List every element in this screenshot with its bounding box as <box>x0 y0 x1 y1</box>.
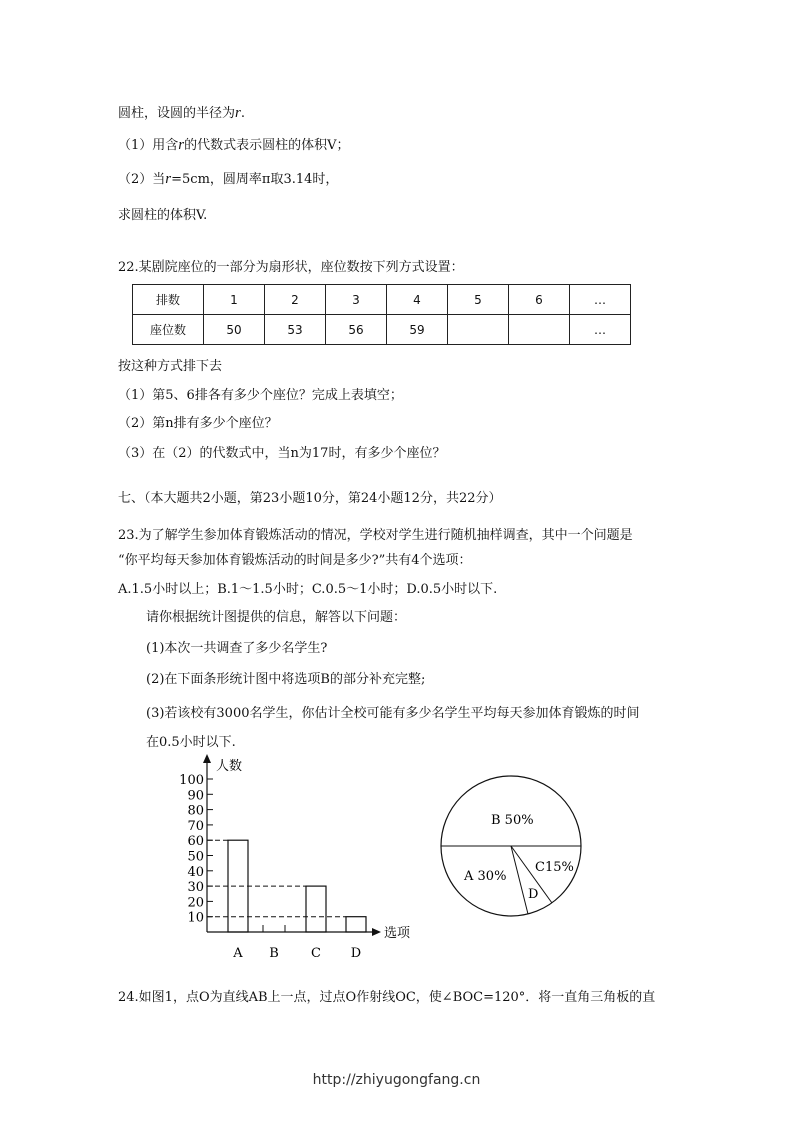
text-line-2 <box>118 136 350 155</box>
y-tick-label: 40 <box>187 864 204 880</box>
seat-table <box>132 284 631 345</box>
section-heading: 七、（本大题共2小题，第23小题10分，第24小题12分，共22分） <box>118 491 502 506</box>
question-23-line-1: 23.为了解学生参加体育锻炼活动的情况，学校对学生进行随机抽样调查，其中一个问题是 <box>118 528 633 543</box>
question-22: 22.某剧院座位的一部分为扇形状，座位数按下列方式设置： <box>118 260 464 275</box>
question-24: 24.如图1，点O为直线AB上一点，过点O作射线OC，使∠BOC=120°．将一直角三角板的直 <box>118 990 656 1005</box>
table-cell: 50 <box>204 315 265 345</box>
pie-label-b: B 50% <box>491 813 534 828</box>
pie-divider-da <box>511 846 528 914</box>
sub-question-22-1: （1）第5、6排各有多少个座位？完成上表填空； <box>118 388 403 403</box>
table-cell: 6 <box>509 285 570 315</box>
table-cell: 56 <box>326 315 387 345</box>
sub-question-23-2: (2)在下面条形统计图中将选项B的部分补充完整; <box>146 672 426 687</box>
pie-label-d: D <box>528 887 539 902</box>
pie-label-a: A 30% <box>464 869 507 884</box>
table-row <box>133 315 631 345</box>
y-tick-label: 20 <box>187 895 204 911</box>
table-cell: 1 <box>204 285 265 315</box>
table-cell: 53 <box>265 315 326 345</box>
footer-url: http://zhiyugongfang.cn <box>312 1072 481 1088</box>
table-cell: 5 <box>448 285 509 315</box>
table-cell: … <box>570 315 631 345</box>
text-line: 按这种方式排下去 <box>118 359 223 374</box>
text-segment: 的代数式表示圆柱的体积V； <box>184 138 350 153</box>
table-cell: … <box>570 285 631 315</box>
variable-r: r <box>235 105 241 121</box>
variable-r: r <box>178 137 185 153</box>
pie-chart <box>432 772 592 922</box>
table-cell <box>448 315 509 345</box>
y-tick-label: 100 <box>179 773 204 788</box>
y-tick-label: 10 <box>187 910 204 926</box>
y-tick-label: 60 <box>187 834 204 850</box>
x-axis-arrow <box>372 928 381 936</box>
x-category-label: D <box>350 946 362 961</box>
y-axis-label: 人数 <box>216 759 243 774</box>
text-segment: =5cm，圆周率π取3.14时， <box>171 172 339 187</box>
x-category-label: B <box>269 946 279 961</box>
bar-chart <box>170 752 420 972</box>
y-tick-label: 50 <box>187 849 204 865</box>
text-line-3 <box>118 170 338 189</box>
table-cell: 4 <box>387 285 448 315</box>
text-segment: 圆柱，设圆的半径为 <box>118 106 236 121</box>
text-segment: （1）用含 <box>118 138 179 153</box>
bar-C <box>306 886 326 932</box>
x-category-label: A <box>233 946 243 961</box>
table-cell: 座位数 <box>133 315 204 345</box>
y-axis-arrow <box>203 754 211 763</box>
sub-question-23-3-line-2: 在0.5小时以下. <box>146 735 236 750</box>
text-segment: . <box>240 106 245 121</box>
sub-question-23-1: (1)本次一共调查了多少名学生? <box>146 641 328 656</box>
pie-label-c: C15% <box>535 860 574 875</box>
table-cell: 2 <box>265 285 326 315</box>
table-cell: 59 <box>387 315 448 345</box>
text-line-4: 求圆柱的体积V. <box>118 208 208 223</box>
question-23-instruction: 请你根据统计图提供的信息，解答以下问题： <box>146 610 407 625</box>
bar-D <box>346 917 366 932</box>
variable-r: r <box>165 171 172 187</box>
y-tick-label: 30 <box>187 880 204 896</box>
y-tick-label: 90 <box>187 788 204 804</box>
question-23-options: A.1.5小时以上；B.1～1.5小时；C.0.5～1小时；D.0.5小时以下. <box>118 582 498 597</box>
sub-question-22-2: （2）第n排有多少个座位？ <box>118 416 278 431</box>
sub-question-22-3: （3）在（2）的代数式中，当n为17时，有多少个座位？ <box>118 446 446 461</box>
x-axis-label: 选项 <box>384 926 411 941</box>
x-category-label: C <box>311 946 321 961</box>
text-segment: （2）当 <box>118 172 166 187</box>
y-tick-label: 80 <box>187 803 204 819</box>
text-line-1 <box>118 104 245 123</box>
question-23-line-2: “你平均每天参加体育锻炼活动的时间是多少?”共有4个选项： <box>118 553 472 568</box>
y-tick-label: 70 <box>187 818 204 834</box>
table-row <box>133 285 631 315</box>
sub-question-23-3-line-1: (3)若该校有3000名学生，你估计全校可能有多少名学生平均每天参加体育锻炼的时间 <box>146 706 640 721</box>
table-cell <box>509 315 570 345</box>
table-cell: 3 <box>326 285 387 315</box>
table-cell: 排数 <box>133 285 204 315</box>
